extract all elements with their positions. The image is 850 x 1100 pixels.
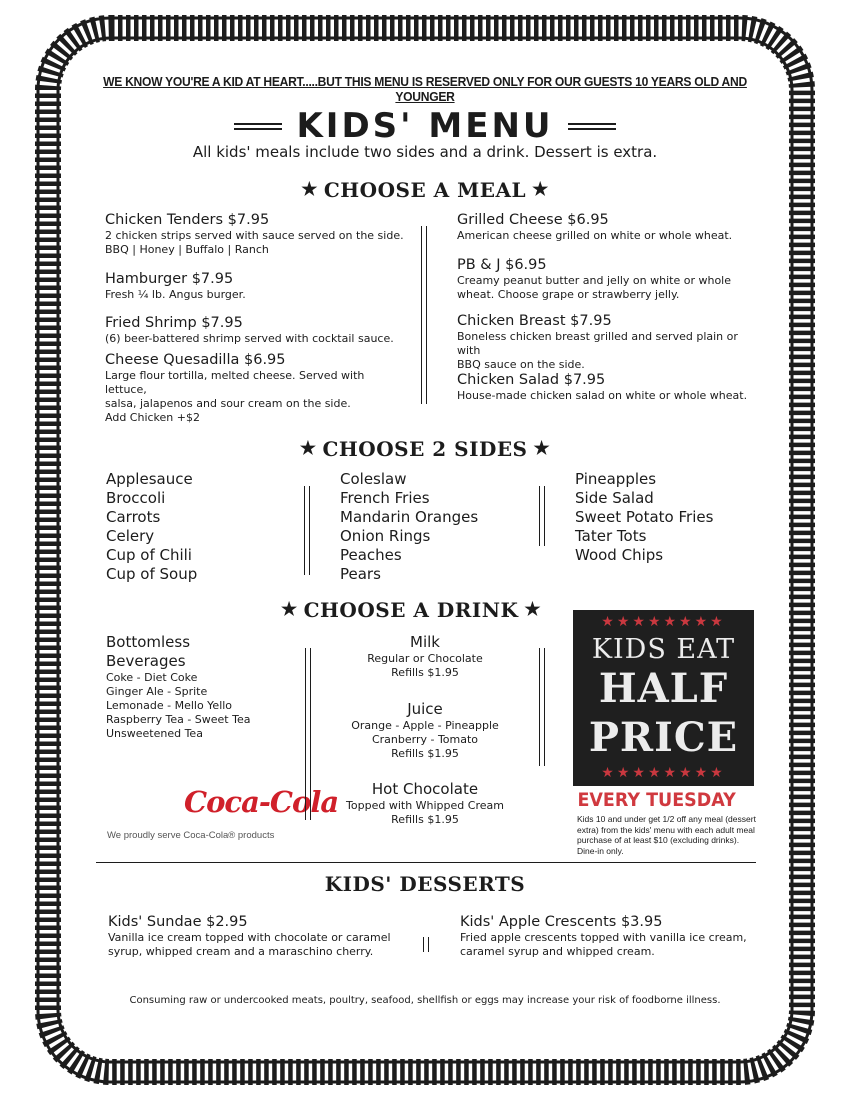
drink-desc: Refills $1.95 [391,666,459,679]
drink-title: Hot Chocolate [371,780,479,798]
list-item: Applesauce [106,470,193,488]
sides-column-3 [575,470,713,565]
meal-item [457,211,757,243]
sides-column-divider [539,486,545,546]
meal-desc: Fresh ¼ lb. Angus burger. [105,288,246,301]
meal-desc: Creamy peanut butter and jelly on white or whole [457,274,732,287]
list-item: Pineapples [575,470,657,488]
dessert-item [460,913,760,959]
meal-desc: Add Chicken +$2 [105,411,200,424]
desserts-heading: KIDS' DESSERTS [324,872,526,896]
meal-item [457,312,757,372]
subtitle: All kids' meals include two sides and a drink. Dessert is extra. [192,143,658,161]
dessert-name: Kids' Sundae $2.95 [108,914,248,930]
drink-desc: Refills $1.95 [391,747,459,760]
list-item: Side Salad [575,489,654,507]
list-item: Ginger Ale - Sprite [106,685,208,698]
star-row: ★★★★★★★★ [601,614,726,630]
drink-title: Milk [410,633,440,651]
section-divider [96,862,756,863]
meal-name: PB & J $6.95 [457,257,547,273]
dessert-column-divider [423,937,429,952]
meal-name: Chicken Breast $7.95 [457,313,612,329]
drink-desc: Cranberry - Tomato [371,733,479,746]
drink-title: Bottomless [106,633,191,651]
meal-desc: wheat. Choose grape or strawberry jelly. [457,288,680,301]
list-item: Wood Chips [575,546,664,564]
list-item: Onion Rings [340,527,431,545]
meal-name: Chicken Salad $7.95 [457,372,606,388]
dessert-desc: caramel syrup and whipped cream. [460,945,655,958]
title-rule-right [568,123,616,130]
meal-item [105,314,405,346]
list-item: Celery [106,527,155,545]
meal-desc: 2 chicken strips served with sauce served on the side. [105,229,404,242]
drink-milk [320,633,530,680]
drink-hot-chocolate [320,780,530,827]
drink-desc: Regular or Chocolate [367,652,483,665]
list-item: Tater Tots [575,527,647,545]
meal-heading-text: CHOOSE A MEAL [323,178,527,202]
promo-kids-eat: KIDS EAT [591,634,736,665]
list-item: Carrots [106,508,161,526]
star-icon: ★ [524,599,542,620]
meal-desc: (6) beer-battered shrimp served with cocktail sauce. [105,332,394,345]
age-restriction-banner: WE KNOW YOU'RE A KID AT HEART.....BUT THIS MENU IS RESERVED ONLY FOR OUR GUESTS 10 YEARS OLD AND YOUNGER [103,74,747,104]
list-item: Coleslaw [340,470,407,488]
meal-name: Grilled Cheese $6.95 [457,212,609,228]
promo-price: PRICE [588,714,739,761]
meal-desc: salsa, jalapenos and sour cream on the side. [105,397,351,410]
star-icon: ★ [280,599,298,620]
star-icon: ★ [533,438,551,459]
list-item: Raspberry Tea - Sweet Tea [106,713,251,726]
drink-desc: Refills $1.95 [391,813,459,826]
meal-name: Fried Shrimp $7.95 [105,315,243,331]
list-item: Unsweetened Tea [106,727,203,740]
star-icon: ★ [299,438,317,459]
list-item: Cup of Soup [106,565,198,583]
dessert-desc: syrup, whipped cream and a maraschino cherry. [108,945,374,958]
title-rule-left [234,123,282,130]
meal-desc: BBQ | Honey | Buffalo | Ranch [105,243,269,256]
drink-title: Beverages [106,652,186,670]
drinks-column-divider [305,648,311,820]
meal-desc: BBQ sauce on the side. [457,358,585,371]
meal-name: Hamburger $7.95 [105,271,234,287]
drinks-heading-text: CHOOSE A DRINK [303,598,519,622]
sides-column-divider [304,486,310,575]
foodborne-illness-warning: Consuming raw or undercooked meats, poultry, seafood, shellfish or eggs may increase your risk of foodborne illness. [129,995,721,1006]
meal-desc: House-made chicken salad on white or whole wheat. [457,389,748,402]
star-icon: ★ [301,179,318,200]
meal-heading [0,178,850,202]
coca-cola-logo: Coca-Cola [184,785,339,819]
dessert-item [108,913,408,959]
drinks-column-divider [539,648,545,766]
dessert-name: Kids' Apple Crescents $3.95 [460,914,663,930]
title-row [0,104,850,148]
meal-desc: Large flour tortilla, melted cheese. Served with lettuce, [105,369,365,396]
drink-desc: Topped with Whipped Cream [346,799,504,812]
star-icon: ★ [532,179,549,200]
meal-desc: American cheese grilled on white or whole wheat. [457,229,733,242]
drink-juice [320,700,530,761]
star-row: ★★★★★★★★ [601,765,726,781]
meal-item [457,371,757,403]
coca-cola-note: We proudly serve Coca-Cola® products [107,830,275,841]
list-item: Lemonade - Mello Yello [106,699,233,712]
meal-name: Chicken Tenders $7.95 [105,212,270,228]
list-item: French Fries [340,489,430,507]
dessert-desc: Fried apple crescents topped with vanilla ice cream, [460,931,747,944]
list-item: Pears [340,565,381,583]
drink-desc: Orange - Apple - Pineapple [351,719,499,732]
list-item: Cup of Chili [106,546,192,564]
half-price-promo [573,610,754,786]
bottomless-beverages [106,633,296,741]
drink-title: Juice [407,700,443,718]
promo-fine-print: Kids 10 and under get 1/2 off any meal (dessert extra) from the kids' menu with each adult meal purchase of at least $10 (excluding drinks). Dine-in only. [577,814,756,856]
list-item: Coke - Diet Coke [106,671,198,684]
list-item: Broccoli [106,489,166,507]
list-item: Sweet Potato Fries [575,508,714,526]
meal-item [105,351,405,425]
page-title: KIDS' MENU [296,106,554,146]
sides-heading [0,437,850,461]
meal-desc: Boneless chicken breast grilled and served plain or with [457,330,738,357]
meal-item [105,270,405,302]
meal-name: Cheese Quesadilla $6.95 [105,352,286,368]
sides-column-1 [106,470,197,584]
list-item: Peaches [340,546,402,564]
promo-half: HALF [598,665,729,712]
dessert-desc: Vanilla ice cream topped with chocolate or caramel [108,931,391,944]
promo-every-tuesday: EVERY TUESDAY [577,789,736,811]
list-item: Mandarin Oranges [340,508,479,526]
sides-column-2 [340,470,478,584]
meal-item [457,256,757,302]
meal-item [105,211,405,257]
sides-heading-text: CHOOSE 2 SIDES [322,437,528,461]
meal-column-divider [421,226,427,404]
